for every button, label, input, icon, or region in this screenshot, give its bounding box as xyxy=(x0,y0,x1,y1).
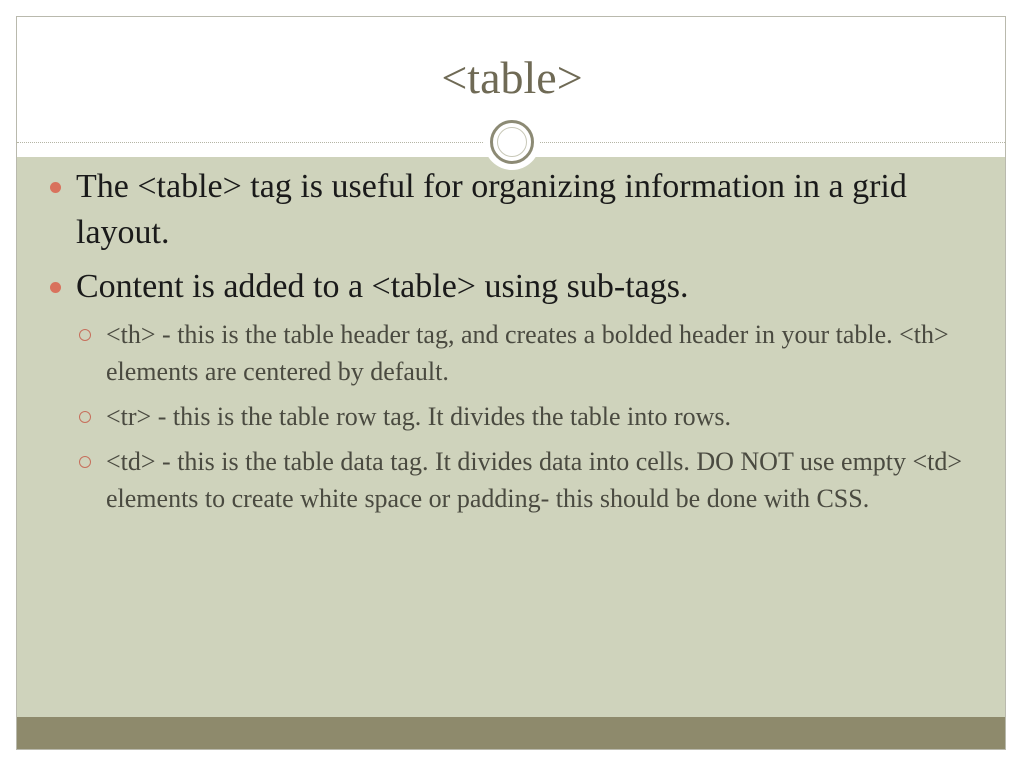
bullet-dot-icon xyxy=(50,282,61,293)
sub-bullet-text: <tr> - this is the table row tag. It divides the table into rows. xyxy=(106,402,732,431)
bullet-text: Content is added to a <table> using sub-tags. xyxy=(76,268,689,305)
bullet-dot-icon xyxy=(50,182,61,193)
bullet-item xyxy=(17,264,1006,310)
sub-bullet-item xyxy=(17,316,1006,390)
sub-bullet-circle-icon xyxy=(79,456,91,468)
sub-bullet-text: <th> - this is the table header tag, and creates a bolded header in your table. <th> elements are centered by default. xyxy=(106,320,949,386)
sub-bullet-item xyxy=(17,398,1006,435)
slide-title: <table> xyxy=(441,52,583,103)
footer-bar xyxy=(17,717,1006,750)
sub-bullet-circle-icon xyxy=(79,329,91,341)
sub-bullet-circle-icon xyxy=(79,411,91,423)
ring-ornament-icon xyxy=(484,114,540,170)
bullet-text: The <table> tag is useful for organizing information in a grid layout. xyxy=(76,168,907,251)
bullet-list xyxy=(17,164,1006,525)
bullet-item xyxy=(17,164,1006,256)
sub-bullet-text: <td> - this is the table data tag. It divides data into cells. DO NOT use empty <td> elements to create white space or padding- this should be done with CSS. xyxy=(106,447,963,513)
slide xyxy=(16,16,1006,750)
ring-icon xyxy=(490,120,534,164)
sub-bullet-item xyxy=(17,443,1006,517)
